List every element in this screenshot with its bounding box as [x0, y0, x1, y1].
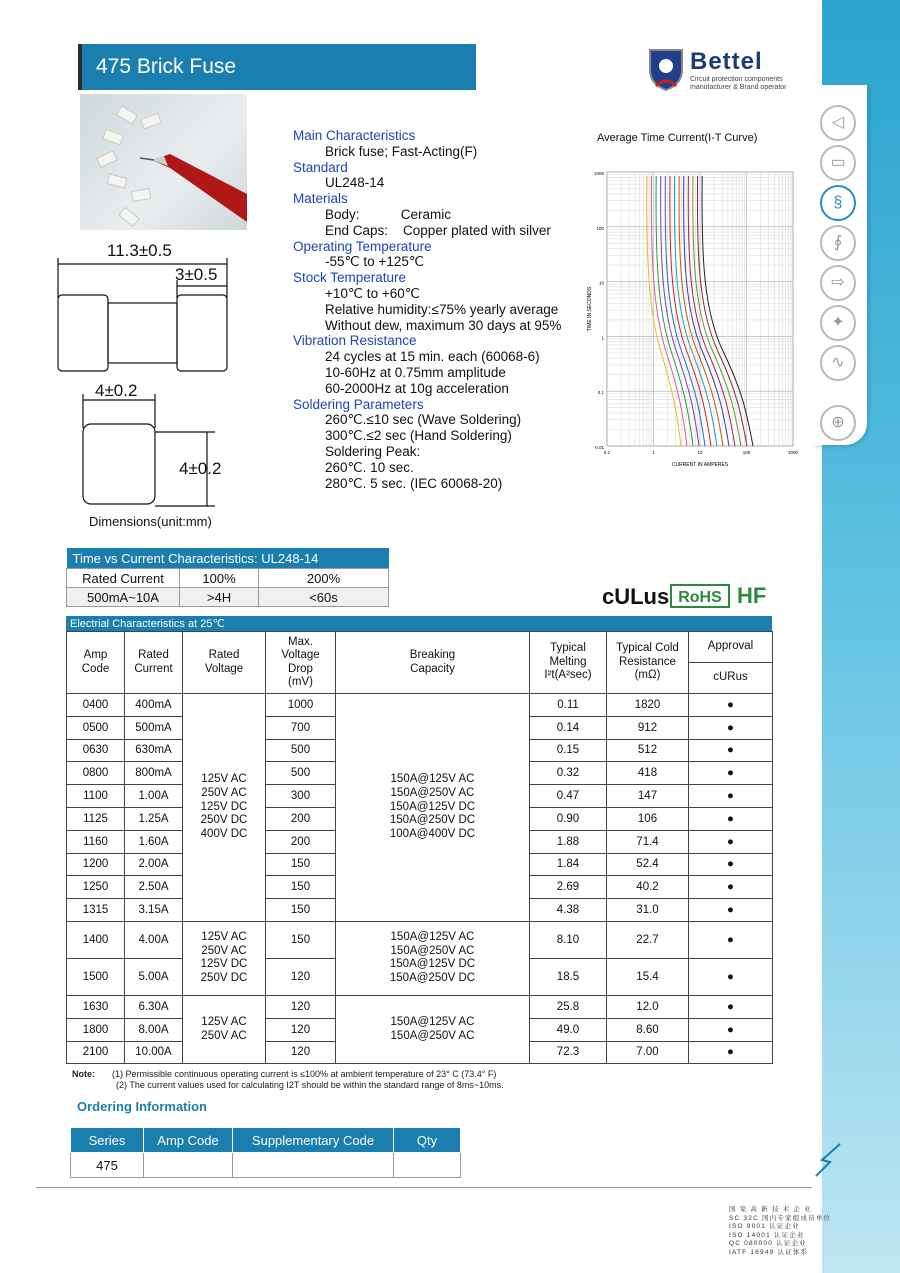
electrical-table [66, 631, 773, 1064]
cell-resistance: 52.4 [607, 853, 689, 876]
cell-voltage-drop: 200 [266, 807, 336, 830]
cell-resistance: 147 [607, 785, 689, 808]
spec-line: UL248-14 [325, 175, 385, 191]
tc-table-title: Time vs Current Characteristics: UL248-14 [67, 548, 389, 569]
spec-heading: Standard [293, 159, 348, 175]
arrow-right-icon[interactable]: ⇨ [820, 265, 856, 301]
globe-icon[interactable]: ⊕ [820, 405, 856, 441]
dim-width-label: 4±0.2 [95, 381, 138, 400]
order-cell-qty[interactable] [394, 1153, 461, 1178]
order-cell-supplementary[interactable] [233, 1153, 394, 1178]
rohs-badge: RoHS [670, 584, 730, 608]
table-row [67, 694, 773, 717]
spec-line: 10-60Hz at 0.75mm amplitude [325, 364, 506, 380]
logo-tagline: Circuit protection components [690, 76, 783, 83]
cell-resistance: 31.0 [607, 899, 689, 922]
footer-cert-line: ISO 9001 认证企业 [729, 1223, 800, 1231]
cell-voltage-drop: 120 [266, 1041, 336, 1064]
header-rated-voltage: Rated Voltage [183, 632, 266, 694]
cell-resistance: 22.7 [607, 921, 689, 958]
cell-rated-current: 6.30A [125, 995, 183, 1018]
x-tick-label: 10 [697, 450, 703, 455]
cell-amp-code: 1100 [67, 785, 125, 808]
cell-amp-code: 1125 [67, 807, 125, 830]
dimension-drawing [55, 238, 255, 513]
cell-rated-current: 8.00A [125, 1018, 183, 1041]
cell-rated-current: 1.25A [125, 807, 183, 830]
cell-amp-code: 0500 [67, 716, 125, 739]
cell-approval: ● [689, 995, 773, 1018]
cell-melting: 0.47 [530, 785, 607, 808]
cell-voltage-drop: 500 [266, 739, 336, 762]
spec-heading: Stock Temperature [293, 270, 407, 286]
cell-voltage-drop: 150 [266, 899, 336, 922]
cell-melting: 2.69 [530, 876, 607, 899]
y-tick-label: 0.01 [595, 445, 604, 450]
cell-amp-code: 2100 [67, 1041, 125, 1064]
spec-heading: Vibration Resistance [293, 333, 417, 349]
cell-amp-code: 1315 [67, 899, 125, 922]
cell-approval: ● [689, 1041, 773, 1064]
cell-rated-current: 3.15A [125, 899, 183, 922]
spec-heading: Materials [293, 191, 348, 207]
hf-badge: HF [737, 583, 767, 608]
cell-approval: ● [689, 899, 773, 922]
cell-melting: 1.84 [530, 853, 607, 876]
spec-line: Without dew, maximum 30 days at 95% [325, 317, 562, 333]
cell-approval: ● [689, 785, 773, 808]
cell-voltage-drop: 200 [266, 830, 336, 853]
cell-amp-code: 1630 [67, 995, 125, 1018]
cell-resistance: 512 [607, 739, 689, 762]
spec-heading: Operating Temperature [293, 238, 432, 254]
order-cell-series: 475 [71, 1153, 144, 1178]
cell-resistance: 40.2 [607, 876, 689, 899]
tc-cell: 100% [180, 569, 259, 588]
coil-icon[interactable]: ∿ [820, 345, 856, 381]
elec-table-title: Electrial Characteristics at 25℃ [66, 616, 772, 632]
note-1: (1) Permissible continuous operating current is ≤100% at ambient temperature of 23° C (73.4° F) [112, 1069, 497, 1079]
cell-melting: 0.32 [530, 762, 607, 785]
cell-approval: ● [689, 694, 773, 717]
book-icon[interactable]: ▭ [820, 145, 856, 181]
product-photo [80, 94, 247, 230]
logo-name: Bettel [690, 48, 763, 75]
cell-amp-code: 1250 [67, 876, 125, 899]
cell-resistance: 12.0 [607, 995, 689, 1018]
dim-height-label: 4±0.2 [179, 459, 222, 478]
thermal-icon[interactable]: ∮ [820, 225, 856, 261]
cell-breaking-capacity: 150A@125V AC 150A@250V AC 150A@125V DC 150A@250V DC [336, 921, 530, 995]
spec-line: -55℃ to +125℃ [325, 254, 425, 270]
header-amp-code: Amp Code [67, 632, 125, 694]
tc-cell: 500mA~10A [67, 588, 180, 607]
y-tick-label: 1000 [593, 171, 604, 176]
cell-voltage-drop: 150 [266, 921, 336, 958]
ordering-table [70, 1127, 461, 1178]
y-tick-label: 10 [598, 280, 604, 286]
cell-approval: ● [689, 762, 773, 785]
cell-approval: ● [689, 716, 773, 739]
tc-cell: 200% [259, 569, 389, 588]
lightning-icon [808, 1140, 848, 1180]
footer-cert-line: SC 32C 国内专家组成员单位 [729, 1214, 832, 1222]
header-breaking: Breaking Capacity [336, 632, 530, 694]
cell-rated-current: 4.00A [125, 921, 183, 958]
cell-rated-current: 2.50A [125, 876, 183, 899]
cell-breaking-capacity: 150A@125V AC 150A@250V AC [336, 995, 530, 1063]
cell-melting: 4.38 [530, 899, 607, 922]
tc-cell: >4H [180, 588, 259, 607]
notes [72, 1069, 504, 1091]
it-curve [585, 160, 805, 468]
table-row [67, 921, 773, 958]
cell-approval: ● [689, 921, 773, 958]
dim-length-label: 11.3±0.5 [107, 241, 172, 260]
cell-resistance: 8.60 [607, 1018, 689, 1041]
footer-cert-line: QC 080000 认证企业 [729, 1240, 807, 1248]
page-title: 475 Brick Fuse [82, 44, 476, 90]
y-axis-label: TIME IN SECONDS [587, 286, 593, 332]
cell-voltage-drop: 700 [266, 716, 336, 739]
x-tick-label: 1000 [787, 450, 799, 455]
cell-resistance: 418 [607, 762, 689, 785]
x-tick-label: 0.1 [603, 450, 611, 455]
y-tick-label: 0.1 [597, 390, 604, 396]
cell-resistance: 106 [607, 807, 689, 830]
tc-cell: Rated Current [67, 569, 180, 588]
cell-amp-code: 0630 [67, 739, 125, 762]
cell-rated-voltage: 125V AC 250V AC [183, 995, 266, 1063]
cell-melting: 8.10 [530, 921, 607, 958]
footer-certifications [729, 1206, 831, 1258]
logo-shield-icon [646, 46, 686, 92]
spec-line: 260℃. 10 sec. [325, 459, 414, 475]
spec-line: 260℃.≤10 sec (Wave Soldering) [325, 412, 522, 428]
spec-heading: Soldering Parameters [293, 396, 424, 412]
cell-approval: ● [689, 876, 773, 899]
spec-list [293, 128, 583, 491]
spec-line: 280℃. 5 sec. (IEC 60068-20) [325, 475, 503, 491]
ordering-title: Ordering Information [77, 1099, 207, 1114]
cell-amp-code: 1800 [67, 1018, 125, 1041]
cell-melting: 25.8 [530, 995, 607, 1018]
cell-voltage-drop: 1000 [266, 694, 336, 717]
order-cell-amp-code[interactable] [144, 1153, 233, 1178]
cell-melting: 0.14 [530, 716, 607, 739]
cell-amp-code: 1500 [67, 958, 125, 995]
cell-approval: ● [689, 853, 773, 876]
y-tick-label: 100 [596, 225, 604, 231]
header-voltage-drop: Max. Voltage Drop (mV) [266, 632, 336, 694]
cell-melting: 0.90 [530, 807, 607, 830]
cell-rated-current: 5.00A [125, 958, 183, 995]
dim-cap-label: 3±0.5 [175, 265, 218, 284]
cell-voltage-drop: 300 [266, 785, 336, 808]
x-tick-label: 1 [652, 450, 655, 455]
cell-rated-current: 2.00A [125, 853, 183, 876]
cell-amp-code: 1160 [67, 830, 125, 853]
cell-rated-current: 630mA [125, 739, 183, 762]
table-row [67, 995, 773, 1018]
cell-approval: ● [689, 1018, 773, 1041]
tc-cell: <60s [259, 588, 389, 607]
footer-cert-line: 国 家 高 新 技 术 企 业 [729, 1206, 812, 1213]
header-curus: cURus [689, 663, 773, 694]
logo-tagline: manufacturer & Brand operator [690, 84, 787, 91]
header-melting: Typical Melting I²t(A²sec) [530, 632, 607, 694]
time-current-table [66, 548, 389, 607]
spec-heading: Main Characteristics [293, 128, 416, 143]
spec-line: +10℃ to +60℃ [325, 285, 420, 301]
order-header-amp-code: Amp Code [144, 1128, 233, 1153]
order-header-series: Series [71, 1128, 144, 1153]
cell-amp-code: 0800 [67, 762, 125, 785]
cell-approval: ● [689, 739, 773, 762]
spec-line: Soldering Peak: [325, 443, 421, 459]
order-header-qty: Qty [394, 1128, 461, 1153]
side-icon-panel [812, 85, 867, 445]
cell-resistance: 1820 [607, 694, 689, 717]
cell-rated-voltage: 125V AC 250V AC 125V DC 250V DC [183, 921, 266, 995]
cell-resistance: 7.00 [607, 1041, 689, 1064]
dimension-caption: Dimensions(unit:mm) [89, 514, 212, 529]
triangle-icon[interactable]: ◁ [820, 105, 856, 141]
cell-melting: 1.88 [530, 830, 607, 853]
ul-cert-logo: cULus [602, 584, 670, 609]
header-rated-current: Rated Current [125, 632, 183, 694]
cell-resistance: 912 [607, 716, 689, 739]
spec-line: 300℃.≤2 sec (Hand Soldering) [325, 428, 512, 444]
cell-voltage-drop: 120 [266, 995, 336, 1018]
spec-line: 24 cycles at 15 min. each (60068-6) [325, 349, 540, 365]
cell-voltage-drop: 120 [266, 1018, 336, 1041]
footer-divider [36, 1187, 812, 1188]
spec-line: End Caps: Copper plated with silver [325, 222, 551, 238]
cell-rated-voltage: 125V AC 250V AC 125V DC 250V DC 400V DC [183, 694, 266, 922]
cell-melting: 49.0 [530, 1018, 607, 1041]
cell-rated-current: 10.00A [125, 1041, 183, 1064]
cell-melting: 0.15 [530, 739, 607, 762]
cell-rated-current: 500mA [125, 716, 183, 739]
spec-line: Relative humidity:≤75% yearly average [325, 301, 559, 317]
x-tick-label: 100 [742, 450, 751, 455]
cell-voltage-drop: 150 [266, 876, 336, 899]
curve-title: Average Time Current(I-T Curve) [597, 132, 758, 144]
note-2: (2) The current values used for calculating I2T should be within the standard range of 8ms~10ms. [116, 1080, 504, 1090]
header-resistance: Typical Cold Resistance (mΩ) [607, 632, 689, 694]
cell-approval: ● [689, 958, 773, 995]
cell-melting: 72.3 [530, 1041, 607, 1064]
x-axis-label: CURRENT IN AMPERES [671, 462, 729, 468]
fuse-icon[interactable]: § [820, 185, 856, 221]
cell-voltage-drop: 150 [266, 853, 336, 876]
spec-line: Brick fuse; Fast-Acting(F) [325, 143, 478, 159]
cell-rated-current: 1.00A [125, 785, 183, 808]
bulb-icon[interactable]: ✦ [820, 305, 856, 341]
cell-approval: ● [689, 807, 773, 830]
cell-voltage-drop: 500 [266, 762, 336, 785]
cell-amp-code: 1400 [67, 921, 125, 958]
cell-resistance: 71.4 [607, 830, 689, 853]
header-approval: Approval [689, 632, 773, 663]
cell-melting: 18.5 [530, 958, 607, 995]
cell-amp-code: 1200 [67, 853, 125, 876]
cell-melting: 0.11 [530, 694, 607, 717]
y-tick-label: 1 [601, 335, 604, 341]
spec-line: Body: Ceramic [325, 206, 452, 222]
footer-cert-line: IATF 16949 认证体系 [729, 1248, 809, 1256]
notes-label: Note: [72, 1069, 95, 1079]
cell-rated-current: 1.60A [125, 830, 183, 853]
cell-breaking-capacity: 150A@125V AC 150A@250V AC 150A@125V DC 150A@250V DC 100A@400V DC [336, 694, 530, 922]
footer-cert-line: ISO 14001 认证企业 [729, 1231, 805, 1239]
cell-resistance: 15.4 [607, 958, 689, 995]
order-header-supplementary: Supplementary Code [233, 1128, 394, 1153]
cell-amp-code: 0400 [67, 694, 125, 717]
cell-approval: ● [689, 830, 773, 853]
cell-voltage-drop: 120 [266, 958, 336, 995]
cell-rated-current: 400mA [125, 694, 183, 717]
cell-rated-current: 800mA [125, 762, 183, 785]
spec-line: 60-2000Hz at 10g acceleration [325, 380, 509, 396]
